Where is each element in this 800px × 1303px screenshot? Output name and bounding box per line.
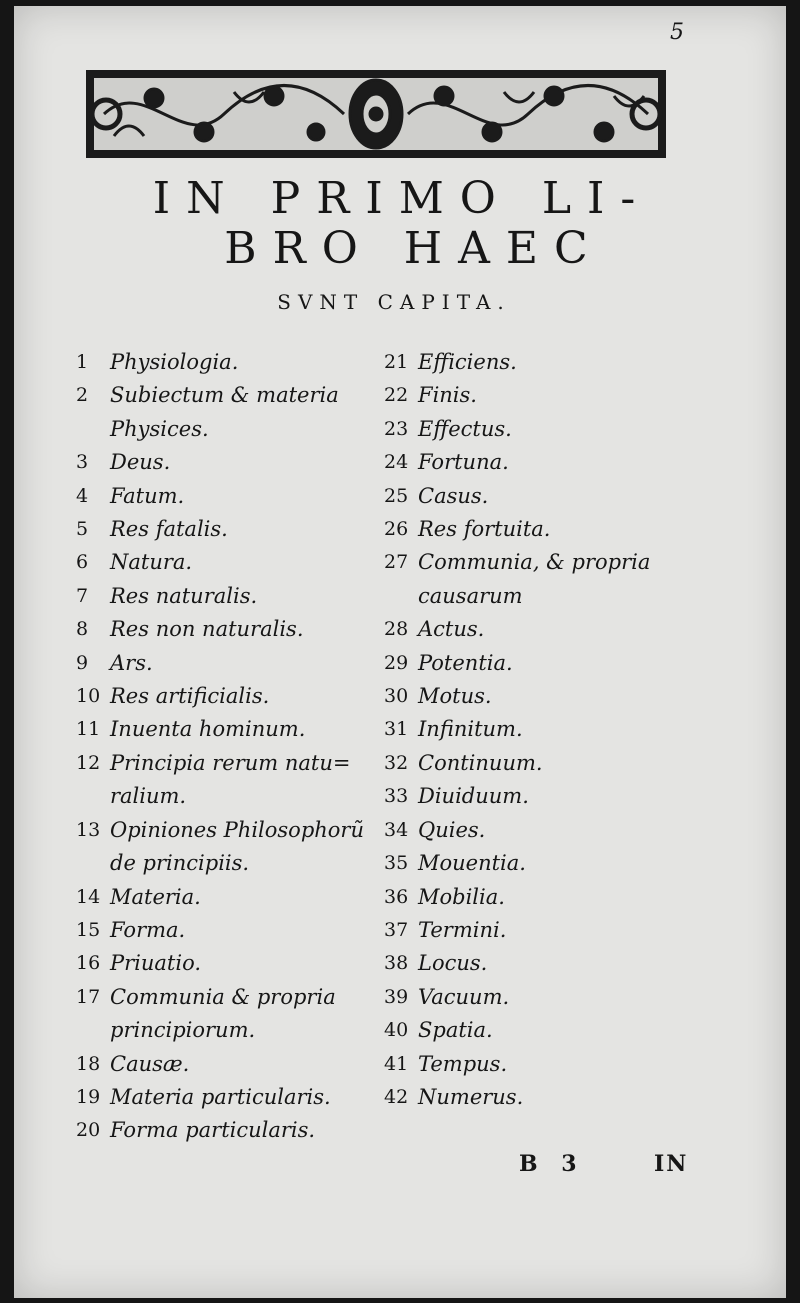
ornamental-headpiece [84,66,668,164]
chapter-title: Diuiduum. [418,784,529,809]
chapter-title: Res fatalis. [110,517,228,542]
chapter-number: 12 [76,751,101,774]
chapter-title: Ars. [110,650,153,675]
chapter-number: 26 [384,518,409,541]
chapter-entry [76,513,396,546]
chapter-title: Communia, & propria causarum [418,550,651,608]
chapter-title: Numerus. [418,1084,524,1109]
chapter-title: Termini. [418,917,507,942]
chapter-number: 9 [76,651,89,674]
chapter-number: 21 [384,351,409,373]
chapter-number: 4 [76,484,89,507]
chapter-title: Natura. [110,550,193,575]
chapter-number: 34 [384,818,409,841]
chapter-title: Fatum. [110,483,185,508]
chapter-entry [384,680,714,713]
chapter-entry [384,881,714,914]
chapter-title: Res naturalis. [110,583,258,608]
chapter-number: 16 [76,952,101,975]
chapter-title: Finis. [418,383,477,408]
chapter-number: 41 [384,1052,409,1075]
chapter-entry [384,513,714,546]
chapter-title: Res artificialis. [110,684,270,709]
chapter-number: 1 [76,351,89,373]
chapter-entry [384,1048,714,1081]
chapter-title: Continuum. [418,750,543,775]
chapter-number: 24 [384,451,409,474]
chapter-title: Communia & propria principiorum. [110,984,336,1043]
chapter-title: Causæ. [110,1051,190,1076]
chapter-title: Forma particularis. [110,1118,316,1143]
chapter-title: Infinitum. [418,717,523,742]
chapter-title: Tempus. [418,1051,508,1076]
chapter-entry [384,947,714,980]
chapter-title: Subiectum & materia Physices. [110,383,339,441]
chapter-number: 36 [384,885,409,908]
chapter-number: 14 [76,885,101,908]
chapter-title: Opiniones Philosophorũ de principiis. [110,817,364,876]
chapter-number: 17 [76,985,101,1008]
chapter-number: 28 [384,618,409,641]
catchword: IN [654,1151,689,1177]
chapter-number: 18 [76,1052,101,1075]
chapter-entry [384,446,714,479]
chapter-title: Quies. [418,817,486,842]
chapter-entry [76,1114,396,1147]
chapter-title: Efficiens. [418,350,517,374]
chapter-number: 13 [76,818,101,841]
chapter-entry [384,1081,714,1114]
chapter-number: 38 [384,952,409,975]
chapter-title: Fortuna. [418,450,509,475]
title-line-1: IN PRIMO LI- [152,173,652,224]
chapter-entry [76,680,396,713]
chapter-entry [76,480,396,513]
chapter-entry [384,747,714,780]
title-line-2: BRO HAEC [224,223,604,274]
chapter-entry [76,914,396,947]
chapter-number: 37 [384,918,409,941]
chapter-title: Actus. [418,617,485,642]
chapter-entry [76,981,396,1048]
chapter-title: Inuenta hominum. [110,717,306,742]
chapter-title: Locus. [418,951,488,976]
chapter-number: 29 [384,651,409,674]
chapter-entry [384,713,714,746]
chapter-title: Res fortuita. [418,517,551,542]
chapter-number: 3 [76,451,89,474]
chapter-number: 35 [384,852,409,875]
chapter-title: Casus. [418,483,489,508]
chapter-number: 25 [384,484,409,507]
chapter-number: 20 [76,1119,101,1142]
chapter-number: 6 [76,551,89,574]
chapter-title: Deus. [110,450,171,475]
chapter-title: Vacuum. [418,984,510,1009]
chapter-entry [384,480,714,513]
chapter-entry [76,647,396,680]
chapter-title: Principia rerum natu= ralium. [110,750,351,809]
chapter-title: Physiologia. [110,350,239,374]
chapter-entry [76,947,396,980]
chapter-number: 23 [384,417,409,440]
chapter-entry [76,1081,396,1114]
chapter-entry [384,814,714,847]
chapter-number: 31 [384,718,409,741]
chapter-entry [76,713,396,746]
chapter-entry [76,747,396,814]
chapter-number: 33 [384,785,409,808]
chapter-entry [384,847,714,880]
chapter-number: 5 [76,518,89,541]
chapter-title: Effectus. [418,416,512,441]
chapter-entry [384,914,714,947]
chapter-title: Mobilia. [418,884,505,909]
chapter-entry [76,446,396,479]
chapter-number: 15 [76,918,101,941]
chapter-entry [76,546,396,579]
chapter-number: 30 [384,685,409,708]
chapter-entry [384,413,714,446]
chapter-entry [384,981,714,1014]
chapter-number: 10 [76,685,101,708]
chapter-number: 2 [76,384,89,407]
chapter-title: Materia. [110,884,201,909]
subtitle: SVNT CAPITA. [277,290,511,314]
chapter-title: Spatia. [418,1018,493,1043]
chapter-list-left [76,346,396,1148]
chapter-title: Forma. [110,917,186,942]
chapter-entry [76,379,396,446]
chapter-title: Materia particularis. [110,1084,331,1109]
chapter-title: Potentia. [418,650,513,675]
chapter-entry [76,881,396,914]
folio-number: 5 [670,20,684,45]
chapter-number: 11 [76,718,101,741]
chapter-title: Priuatio. [110,951,202,976]
chapter-number: 42 [384,1085,409,1108]
chapter-number: 39 [384,985,409,1008]
chapter-entry [76,1048,396,1081]
chapter-number: 27 [384,551,409,574]
chapter-entry [76,580,396,613]
chapter-number: 8 [76,618,89,641]
chapter-title: Res non naturalis. [110,617,304,642]
chapter-entry [76,814,396,881]
book-page [14,6,786,1298]
chapter-entry [384,1014,714,1047]
chapter-number: 19 [76,1085,101,1108]
chapter-entry [384,346,714,379]
chapter-entry [384,546,714,613]
chapter-entry [384,379,714,412]
chapter-entry [76,613,396,646]
chapter-number: 32 [384,751,409,774]
chapter-entry [384,613,714,646]
chapter-entry [384,780,714,813]
chapter-list-right [384,346,714,1114]
signature-mark: B 3 [519,1151,585,1177]
chapter-title: Motus. [418,684,492,709]
chapter-number: 40 [384,1019,409,1042]
chapter-title: Mouentia. [418,851,526,876]
chapter-entry [384,647,714,680]
chapter-number: 22 [384,384,409,407]
chapter-entry [76,346,396,379]
chapter-number: 7 [76,584,89,607]
